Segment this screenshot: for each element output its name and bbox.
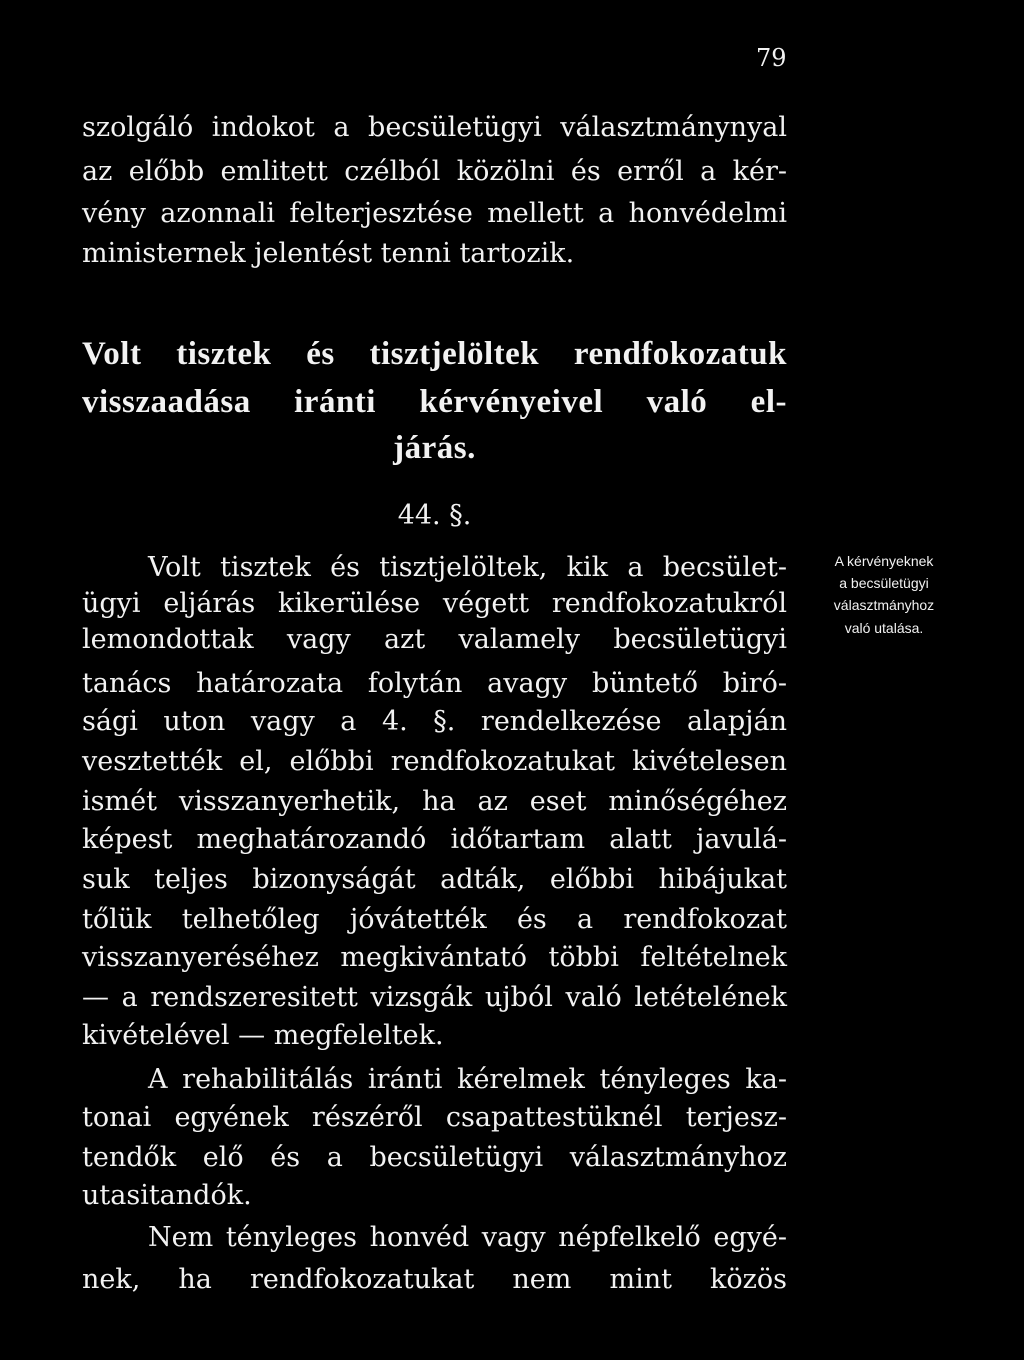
section-heading-line-2: visszaadása iránti kérvényeivel való el- [82, 384, 787, 420]
margin-note-line-2: a becsületügyi [839, 575, 929, 591]
section-heading-line-3: járás. [393, 430, 476, 466]
section-number: 44. §. [397, 500, 472, 531]
body-line-6: vesztették el, előbbi rendfokozatukat kivételesen [82, 746, 787, 777]
para3-line-1: Nem tényleges honvéd vagy népfelkelő egyé- [148, 1222, 787, 1253]
para2-line-4: utasitandók. [82, 1180, 252, 1211]
margin-note-line-4: való utalása. [844, 620, 924, 636]
para3-line-2: nek, ha rendfokozatukat nem mint közös [82, 1264, 787, 1295]
body-line-3: lemondottak vagy azt valamely becsületügyi [82, 624, 787, 655]
page-number: 79 [756, 44, 787, 72]
margin-note-line-1: A kérvényeknek [834, 553, 934, 569]
body-line-11: visszanyeréséhez megkivántató többi feltételnek [82, 942, 787, 973]
intro-line-4: ministernek jelentést tenni tartozik. [82, 238, 575, 269]
body-line-10: tőlük telhetőleg jóvátették és a rendfokozat [82, 904, 787, 935]
para2-line-1: A rehabilitálás iránti kérelmek tényleges ka- [148, 1064, 787, 1095]
body-line-2: ügyi eljárás kikerülése végett rendfokozatukról [82, 588, 787, 619]
section-heading-line-1: Volt tisztek és tisztjelöltek rendfokozatuk [82, 336, 787, 372]
margin-note-line-3: választmányhoz [833, 597, 935, 613]
intro-line-2: az előbb emlitett czélból közölni és erről a kér- [82, 156, 787, 187]
body-line-1: Volt tisztek és tisztjelöltek, kik a becsület- [148, 552, 787, 583]
body-line-12: — a rendszeresitett vizsgák ujból való letételének [82, 982, 787, 1013]
body-line-7: ismét visszanyerhetik, ha az eset minőségéhez [82, 786, 787, 817]
intro-line-3: vény azonnali felterjesztése mellett a honvédelmi [82, 198, 787, 229]
intro-line-1: szolgáló indokot a becsületügyi választmánynyal [82, 112, 787, 143]
para2-line-3: tendők elő és a becsületügyi választmányhoz [82, 1142, 787, 1173]
body-line-8: képest meghatározandó időtartam alatt javulá- [82, 824, 787, 855]
body-line-13: kivételével — megfeleltek. [82, 1020, 444, 1051]
body-line-5: sági uton vagy a 4. §. rendelkezése alapján [82, 706, 787, 737]
body-line-4: tanács határozata folytán avagy büntető biró- [82, 668, 787, 699]
body-line-9: suk teljes bizonyságát adták, előbbi hibájukat [82, 864, 787, 895]
para2-line-2: tonai egyének részéről csapattestüknél terjesz- [82, 1102, 787, 1133]
